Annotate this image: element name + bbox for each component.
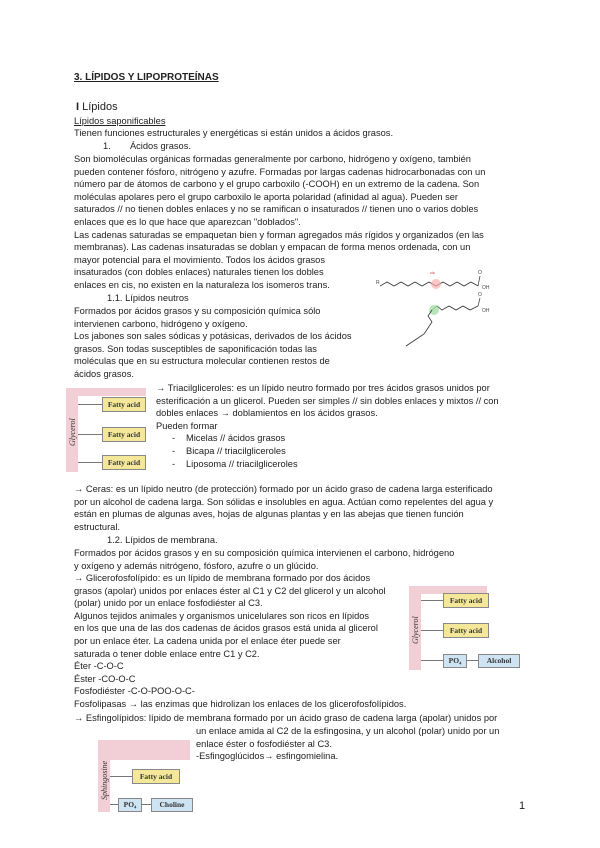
text-line: enlaces que es lo que hace que aparezcan "doblados". xyxy=(74,217,301,227)
sphingosine-label: Sphingosine xyxy=(100,760,109,800)
phosphate-box: PO₄ xyxy=(443,654,467,668)
fatty-acid-structures xyxy=(370,262,500,358)
text-line: saturados // no tienen dobles enlaces y no se ramifican o insaturados // tienen uno o varios dobles xyxy=(74,204,479,215)
text-line: Las cadenas saturadas se empaquetan bien y forman agregados más rígidos y organizados (en las xyxy=(74,229,484,240)
page-heading: 3. LÍPIDOS Y LIPOPROTEÍNAS xyxy=(74,72,219,83)
sphingomyelin-diagram xyxy=(98,740,194,812)
diagram-backbone-top xyxy=(66,388,146,396)
text-line: esterificación a un glicerol. Pueden ser simples // sin dobles enlaces y mixtos // con xyxy=(156,395,499,406)
text-line: insaturados (con dobles enlaces) naturales tienen los dobles xyxy=(74,267,324,278)
item1-number: 1. xyxy=(103,141,111,151)
text-line: por un enlace éter. La cadena unida por el enlace éter puede ser xyxy=(74,636,341,646)
sub12-title: 1.2. Lípidos de membrana. xyxy=(107,535,218,545)
glycerophospholipid-diagram xyxy=(409,586,521,670)
text-line: por un alcohol de cadena larga. Son sólidas e insolubles en agua. Actúan como repelentes del agua y xyxy=(74,496,494,507)
text-line: estructural. xyxy=(74,521,120,532)
text-line: ácidos grasos. xyxy=(74,369,134,379)
text-line: saturada o tener doble enlace entre C1 y C2. xyxy=(74,648,260,659)
saturated-chain xyxy=(380,282,478,286)
carbonyl-o-label-2: O xyxy=(478,292,482,298)
highlight-label: cis xyxy=(430,270,435,275)
text-line: moléculas apolares pero el grupo carboxilo le aporta polaridad (afinidad al agua). Pueden ser xyxy=(74,191,458,202)
text-line: dobles enlaces → doblamientos en los ácidos grasos. xyxy=(156,408,378,419)
choline-box: Choline xyxy=(151,798,193,812)
text-line: membranas). Las cadenas insaturadas se doblan y empacan de forma menos ordenada, con un xyxy=(74,242,471,253)
can-form-label: Pueden formar xyxy=(156,420,218,431)
section-title xyxy=(76,101,118,114)
text-line: Éter -C-O-C xyxy=(74,661,124,672)
carbonyl-o-label: O xyxy=(478,270,482,276)
text-line: Éster -CO-O-C xyxy=(74,673,136,684)
fatty-acid-box: Fatty acid xyxy=(102,397,146,412)
section-title-text: Lípidos xyxy=(82,101,118,113)
subsection-title: Lípidos saponificables xyxy=(74,116,166,126)
text-line: (polar) unido por un enlace fosfodiéster al C3. xyxy=(74,598,263,609)
sphingolipid-line: → Esfingolípidos: lípido de membrana formado por un ácido graso de cadena larga (apolar) unidos por xyxy=(74,713,498,723)
section-marker: I xyxy=(76,101,80,113)
text-line: Fosfodiéster -C-O-POO-O-C- xyxy=(74,686,195,697)
fatty-acid-box: Fatty acid xyxy=(443,593,489,608)
list-item: - Liposoma // triacilgliceroles xyxy=(172,458,298,469)
highlight-circle xyxy=(431,279,441,289)
list-item: - Bicapa // triacilgliceroles xyxy=(172,446,286,456)
list-item-text: Liposoma // triacilgliceroles xyxy=(186,458,298,469)
text-line: y oxígeno y además nitrógeno, fósforo, azufre o un glúcido. xyxy=(74,560,319,571)
glycerol-label: Glycerol xyxy=(411,616,420,644)
text-line: intervienen carbono, hidrógeno y oxígeno. xyxy=(74,318,248,329)
text-line: Algunos tejidos animales y organismos unicelulares son ricos en lípidos xyxy=(74,610,370,621)
text-line: → Triacilgliceroles: es un lípido neutro formado por tres ácidos grasos unidos por xyxy=(156,383,490,393)
text-line: grasos. Son todas susceptibles de saponificación todas las xyxy=(74,343,317,354)
oh-label-2: OH xyxy=(482,308,490,314)
item1-heading xyxy=(103,140,191,153)
cis-bond-circle xyxy=(429,305,439,315)
text-line: pueden contener fósforo, nitrógeno y azufre. Formadas por largas cadenas hidrocarbonadas con un xyxy=(74,166,486,177)
text-line: Formados por ácidos grasos y en su composición química intervienen el carbono, hidrógeno xyxy=(74,548,455,558)
text-line: número par de átomos de carbono y el grupo carboxilo (-COOH) en un extremo de la cadena. Son xyxy=(74,179,480,190)
intro-text: Tienen funciones estructurales y energéticas si están unidos a ácidos grasos. xyxy=(74,128,394,138)
text-line: mayor potencial para el movimiento. Todos los ácidos grasos xyxy=(74,254,325,265)
diagram-backbone-top xyxy=(98,740,190,760)
phosphate-box: PO₄ xyxy=(118,798,142,812)
text-line: Los jabones son sales sódicas y potásicas, derivados de los ácidos xyxy=(74,331,352,342)
list-item-text: Bicapa // triacilgliceroles xyxy=(186,446,286,456)
item1-title: Ácidos grasos. xyxy=(129,141,191,151)
sub11-title: 1.1. Lípidos neutros xyxy=(107,293,189,303)
triacylglycerol-diagram xyxy=(66,388,146,472)
text-line: enlaces en cis, no existen en la naturaleza los isomeros trans. xyxy=(74,280,330,290)
text-line: Son biomoléculas orgánicas formadas generalmente por carbono, hidrógeno y oxígeno, también xyxy=(74,154,471,164)
r-group-label: R xyxy=(376,280,380,286)
fatty-acid-box: Fatty acid xyxy=(132,769,180,784)
fatty-acid-box: Fatty acid xyxy=(102,427,146,442)
text-line: Formados por ácidos grasos y su composición química sólo xyxy=(74,306,321,316)
text-line: moléculas que en su estructura molecular contienen restos de xyxy=(74,356,330,367)
text-line: un enlace amida al C2 de la esfingosina, y un alcohol (polar) unido por un xyxy=(196,726,500,736)
fatty-acid-box: Fatty acid xyxy=(102,455,146,470)
text-line: -Esfingoglúcidos→ esfingomielina. xyxy=(196,751,339,762)
text-line: → Ceras: es un lípido neutro (de protección) formado por un ácido graso de cadena larga esterificado xyxy=(74,484,493,494)
text-line: → Glicerofosfolípido: es un lípido de membrana formado por dos ácidos xyxy=(74,573,371,583)
text-line: grasos (apolar) unidos por enlaces éster al C1 y C2 del glicerol y un alcohol xyxy=(74,585,386,596)
alcohol-box: Alcohol xyxy=(478,654,520,668)
oh-label: OH xyxy=(482,285,490,291)
fatty-acid-box: Fatty acid xyxy=(443,623,489,638)
text-line: en los que una de las dos cadenas de ácidos grasos está unida al glicerol xyxy=(74,623,378,634)
text-line: Fosfolipasas → las enzimas que hidrolizan los enlaces de los glicerofosfolípidos. xyxy=(74,699,407,709)
text-line: enlace éster o fosfodiéster al C3. xyxy=(196,738,332,749)
page-number: 1 xyxy=(519,800,526,812)
unsaturated-chain-bent xyxy=(406,310,432,346)
text-line: están en plumas de algunas aves, hojas de algunas plantas y en las abejas que tienen función xyxy=(74,509,464,520)
list-item-text: Micelas // ácidos grasos xyxy=(186,433,286,444)
glycerol-label: Glycerol xyxy=(68,418,77,446)
list-item: - Micelas // ácidos grasos xyxy=(172,433,286,444)
